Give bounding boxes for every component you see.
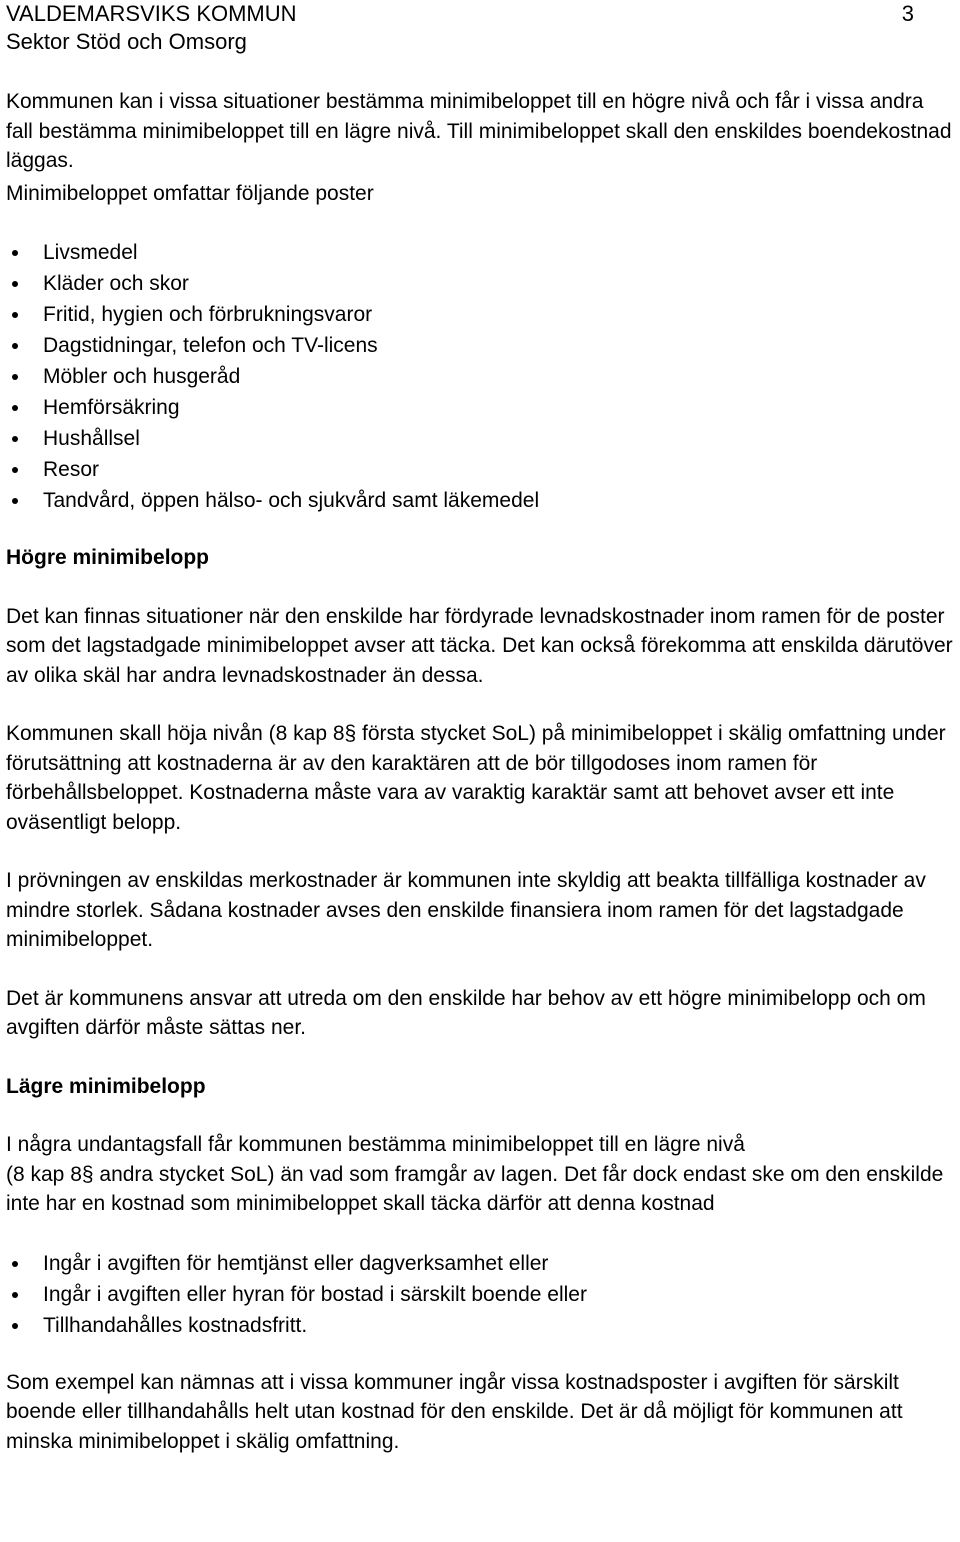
list-item: Hemförsäkring: [6, 392, 956, 423]
list-item: Ingår i avgiften för hemtjänst eller dagverksamhet eller: [6, 1248, 956, 1279]
document-body: [6, 87, 956, 1456]
list-item: Tandvård, öppen hälso- och sjukvård samt läkemedel: [6, 485, 956, 516]
intro-paragraph: Kommunen kan i vissa situationer bestämma minimibeloppet till en högre nivå och får i vissa andra fall bestämma minimibeloppet till en lägre nivå. Till minimibeloppet skall den enskildes boendekostnad läggas.: [6, 90, 952, 172]
list-item: Möbler och husgeråd: [6, 361, 956, 392]
list-item: Dagstidningar, telefon och TV-licens: [6, 330, 956, 361]
page-number: 3: [901, 1, 914, 26]
list-item: Tillhandahålles kostnadsfritt.: [6, 1310, 956, 1341]
list-item: Resor: [6, 454, 956, 485]
lower-paragraph-1: [6, 1130, 956, 1219]
organization-name: VALDEMARSVIKS KOMMUN: [6, 1, 297, 26]
lower-paragraph-1-rest: (8 kap 8§ andra stycket SoL) än vad som framgår av lagen. Det får dock endast ske om den enskilde inte har en kostnad som minimibeloppet skall täcka därför att denna kostnad: [6, 1162, 944, 1215]
list-item: Ingår i avgiften eller hyran för bostad i särskilt boende eller: [6, 1279, 956, 1310]
lower-paragraph-2: Som exempel kan nämnas att i vissa kommuner ingår vissa kostnadsposter i avgiften för särskilt boende eller tillhandahålls helt utan kostnad för den enskilde. Det är då möjligt för kommunen att minska minimibeloppet i skälig omfattning.: [6, 1370, 903, 1453]
list-item: Hushållsel: [6, 423, 956, 454]
list-lead: Minimibeloppet omfattar följande poster: [6, 181, 374, 205]
higher-paragraph-2: Kommunen skall höja nivån (8 kap 8§ första stycket SoL) på minimibeloppet i skälig omfattning under förutsättning att kostnaderna är av den karaktären att de bör tillgodoses inom ramen för förbehållsbeloppet. Kostnaderna måste vara av varaktig karaktär samt att behovet avser ett inte oväsentligt belopp.: [6, 722, 946, 834]
heading-lower-minimum: Lägre minimibelopp: [6, 1074, 206, 1098]
list-item: Fritid, hygien och förbrukningsvaror: [6, 299, 956, 330]
page-header: [6, 0, 954, 56]
higher-paragraph-3: I prövningen av enskildas merkostnader är kommunen inte skyldig att beakta tillfälliga kostnader av mindre storlek. Sådana kostnader avses den enskilde finansiera inom ramen för det lagstadgade minimibeloppet.: [6, 869, 926, 951]
lower-paragraph-1-line-1: I några undantagsfall får kommunen bestämma minimibeloppet till en lägre nivå: [6, 1133, 745, 1156]
department-name: Sektor Stöd och Omsorg: [6, 29, 247, 54]
higher-paragraph-4: Det är kommunens ansvar att utreda om den enskilde har behov av ett högre minimibelopp och om avgiften därför måste sättas ner.: [6, 986, 926, 1039]
list-item: Livsmedel: [6, 237, 956, 268]
list-item: Kläder och skor: [6, 268, 956, 299]
cost-items-list: [6, 237, 956, 516]
higher-paragraph-1: Det kan finnas situationer när den enskilde har fördyrade levnadskostnader inom ramen för de poster som det lagstadgade minimibeloppet avser att täcka. Det kan också förekomma att enskilda därutöver av olika skäl har andra levnadskostnader än dessa.: [6, 604, 953, 687]
exception-list: [6, 1248, 956, 1341]
heading-higher-minimum: Högre minimibelopp: [6, 546, 210, 569]
